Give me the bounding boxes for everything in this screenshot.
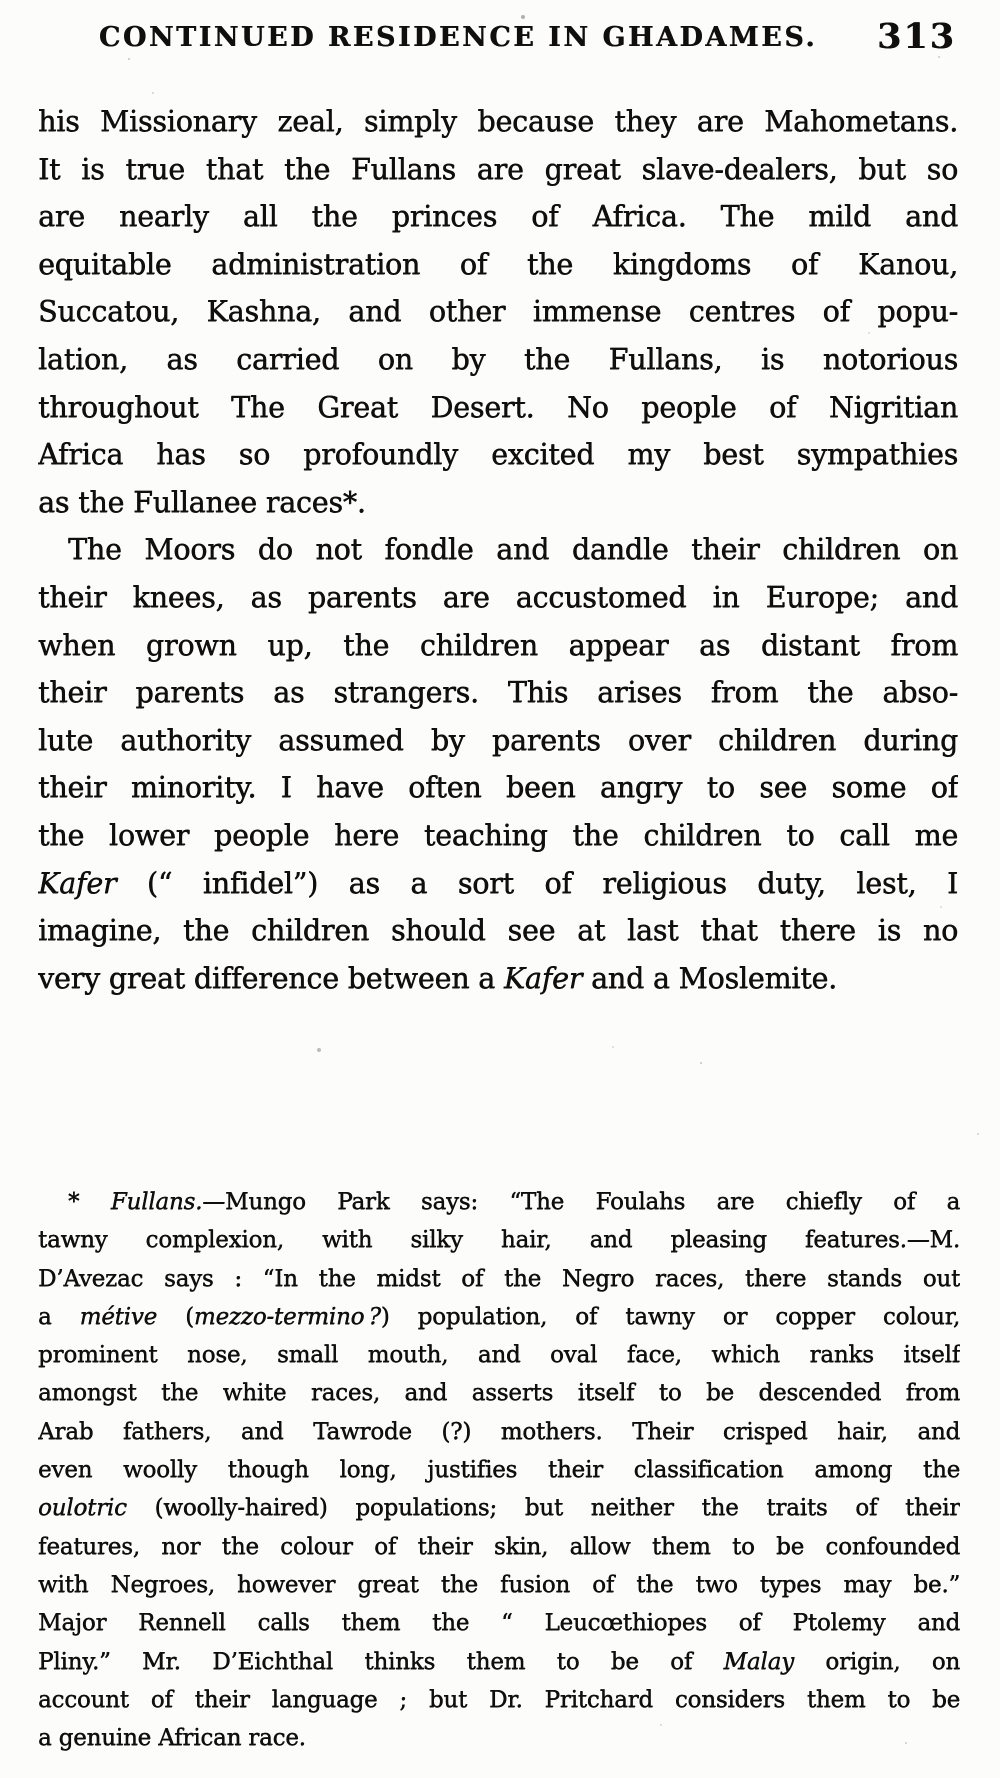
text-segment: origin, on bbox=[793, 1648, 960, 1675]
text-segment: his Missionary zeal, simply because they are Mahometans. bbox=[38, 105, 958, 138]
text-segment: ) population, of tawny or copper colour, bbox=[380, 1303, 960, 1330]
text-segment: their parents as strangers. This arises from the abso- bbox=[38, 676, 958, 710]
text-line bbox=[38, 1298, 960, 1336]
text-segment: ( bbox=[157, 1303, 194, 1330]
text-line bbox=[38, 622, 958, 670]
text-segment: are nearly all the princes of Africa. The mild and bbox=[38, 200, 958, 234]
text-line bbox=[38, 1643, 960, 1681]
text-segment: (woolly-haired) populations; but neither the traits of their bbox=[126, 1495, 960, 1522]
text-line bbox=[38, 764, 958, 812]
text-segment: as the Fullanee races*. bbox=[38, 485, 366, 519]
text-line bbox=[38, 717, 958, 765]
text-segment: (“ infidel”) as a sort of religious duty, lest, I bbox=[116, 866, 958, 900]
running-title: CONTINUED RESIDENCE IN GHADAMES. bbox=[98, 22, 818, 53]
footnote bbox=[38, 1183, 960, 1757]
italic-text-segment: oulotric bbox=[38, 1495, 127, 1522]
text-segment: —Mungo Park says: “The Foulahs are chiefly of a bbox=[202, 1189, 960, 1215]
scan-artifacts bbox=[0, 0, 2, 2]
italic-text-segment: Kafer bbox=[38, 866, 117, 900]
text-segment: The Moors do not fondle and dandle their children on bbox=[68, 533, 958, 567]
text-segment: lation, as carried on by the Fullans, is notorious bbox=[38, 342, 958, 376]
text-line bbox=[38, 146, 958, 194]
text-segment: tawny complexion, with silky hair, and pleasing features.—M. bbox=[38, 1227, 960, 1254]
text-segment: features, nor the colour of their skin, allow them to be confounded bbox=[38, 1533, 960, 1560]
text-segment: and a Moslemite. bbox=[582, 961, 837, 995]
text-segment: a bbox=[38, 1303, 80, 1330]
text-segment: a genuine African race. bbox=[38, 1725, 306, 1752]
italic-text-segment: mezzo-termino ? bbox=[193, 1303, 381, 1330]
text-segment: Africa has so profoundly excited my best sympathies bbox=[38, 438, 958, 472]
text-segment: Pliny.” Mr. D’Eichthal thinks them to be of bbox=[38, 1648, 724, 1675]
text-line bbox=[38, 241, 958, 289]
text-segment: D’Avezac says : “In the midst of the Negro races, there stands out bbox=[38, 1265, 960, 1292]
text-segment: Succatou, Kashna, and other immense centres of popu- bbox=[38, 295, 958, 329]
text-segment: their knees, as parents are accustomed in Europe; and bbox=[38, 580, 958, 614]
italic-text-segment: Kafer bbox=[503, 961, 583, 995]
text-line bbox=[38, 1681, 960, 1719]
text-line bbox=[38, 1489, 960, 1527]
text-line bbox=[38, 1221, 960, 1259]
text-segment: lute authority assumed by parents over children during bbox=[38, 723, 958, 757]
text-segment: with Negroes, however great the fusion of the two types may be.” bbox=[38, 1571, 960, 1598]
italic-text-segment: Fullans. bbox=[110, 1189, 203, 1215]
text-line bbox=[38, 1413, 960, 1451]
text-line bbox=[38, 526, 958, 574]
text-segment: * bbox=[68, 1189, 111, 1215]
text-segment: equitable administration of the kingdoms of Kanou, bbox=[38, 247, 958, 281]
text-segment: throughout The Great Desert. No people of Nigritian bbox=[38, 390, 958, 424]
text-segment: Arab fathers, and Tawrode (?) mothers. Their crisped hair, and bbox=[38, 1418, 960, 1445]
text-segment: imagine, the children should see at last that there is no bbox=[38, 914, 958, 948]
text-line bbox=[38, 1183, 960, 1221]
text-line bbox=[38, 1604, 960, 1642]
italic-text-segment: métive bbox=[79, 1303, 158, 1330]
text-line bbox=[38, 1451, 960, 1489]
body-text bbox=[38, 98, 958, 1002]
text-line bbox=[38, 1336, 960, 1374]
text-segment: Major Rennell calls them the “ Leucœthiopes of Ptolemy and bbox=[38, 1610, 960, 1637]
text-line bbox=[38, 860, 958, 908]
italic-text-segment: Malay bbox=[723, 1648, 794, 1675]
text-segment: their minority. I have often been angry to see some of bbox=[38, 771, 958, 805]
page-header bbox=[0, 22, 1000, 53]
text-line bbox=[38, 288, 958, 336]
text-segment: even woolly though long, justifies their classification among the bbox=[38, 1457, 960, 1484]
text-segment: prominent nose, small mouth, and oval face, which ranks itself bbox=[38, 1342, 960, 1369]
text-segment: the lower people here teaching the children to call me bbox=[38, 818, 958, 852]
text-line bbox=[38, 669, 958, 717]
text-segment: when grown up, the children appear as distant from bbox=[38, 628, 958, 662]
text-line bbox=[38, 1374, 960, 1412]
text-line bbox=[38, 431, 958, 479]
text-line bbox=[38, 1719, 960, 1757]
text-segment: account of their language ; but Dr. Pritchard considers them to be bbox=[38, 1686, 960, 1713]
text-line bbox=[38, 336, 958, 384]
text-segment: very great difference between a bbox=[38, 961, 504, 995]
text-line bbox=[38, 574, 958, 622]
text-segment: amongst the white races, and asserts itself to be descended from bbox=[38, 1380, 960, 1407]
text-line bbox=[38, 193, 958, 241]
text-line bbox=[38, 1566, 960, 1604]
text-line bbox=[38, 907, 958, 955]
text-line bbox=[38, 1260, 960, 1298]
text-line bbox=[38, 384, 958, 432]
text-line bbox=[38, 479, 958, 527]
text-line bbox=[38, 812, 958, 860]
text-line bbox=[38, 1528, 960, 1566]
text-segment: It is true that the Fullans are great slave-dealers, but so bbox=[38, 152, 958, 186]
text-line bbox=[38, 955, 958, 1003]
page-number: 313 bbox=[876, 16, 956, 57]
text-line bbox=[38, 98, 958, 146]
